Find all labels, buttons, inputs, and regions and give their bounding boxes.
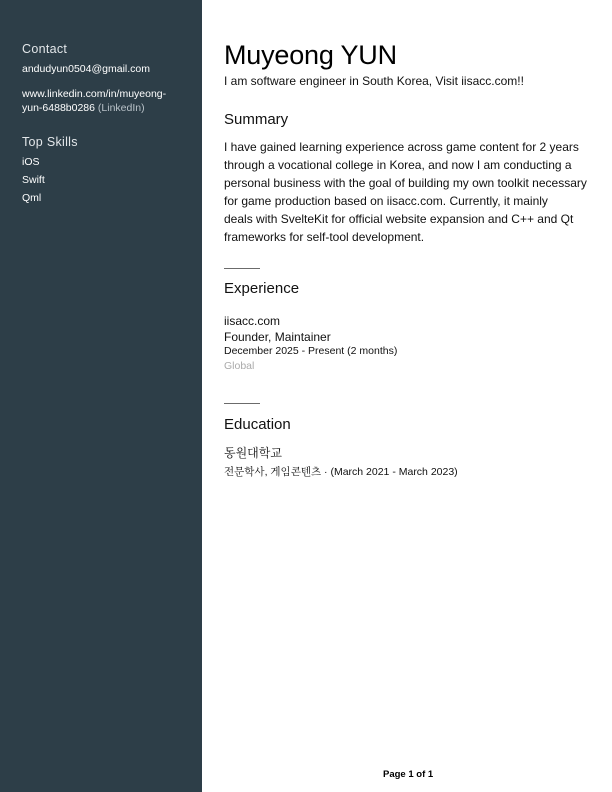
summary-line: I have gained learning experience across game content for 2 years xyxy=(224,140,579,154)
top-skills-heading: Top Skills xyxy=(22,135,78,149)
summary-line: deals with SvelteKit for official website expansion and C++ and Qt xyxy=(224,212,574,226)
experience-location: Global xyxy=(224,360,255,372)
summary-heading: Summary xyxy=(224,111,289,128)
summary-line: frameworks for self-tool development. xyxy=(224,230,425,244)
section-divider xyxy=(224,268,260,269)
linkedin-label: (LinkedIn) xyxy=(97,101,145,114)
education-school: 동원대학교 xyxy=(224,446,282,460)
experience-heading: Experience xyxy=(224,280,300,297)
summary-line: personal business with the goal of building my own toolkit necessary xyxy=(224,176,587,190)
linkedin-url-line2: yun-6488b0286 xyxy=(22,101,95,114)
skill-item: Swift xyxy=(22,174,45,186)
page-number: Page 1 of 1 xyxy=(383,769,434,780)
education-degree: 전문학사, 게임콘텐츠 · (March 2021 - March 2023) xyxy=(224,466,458,478)
skill-item: iOS xyxy=(22,156,40,168)
main-content xyxy=(224,0,594,792)
experience-dates: December 2025 - Present (2 months) xyxy=(224,345,398,357)
education-heading: Education xyxy=(224,416,291,433)
contact-heading: Contact xyxy=(22,42,68,56)
tagline: I am software engineer in South Korea, Visit iisacc.com!! xyxy=(224,74,524,88)
email-link[interactable]: andudyun0504@gmail.com xyxy=(22,63,150,75)
sidebar xyxy=(0,0,202,792)
skill-item: Qml xyxy=(22,192,42,204)
person-name: Muyeong YUN xyxy=(224,40,397,70)
section-divider xyxy=(224,403,260,404)
linkedin-link[interactable] xyxy=(22,88,187,115)
summary-text xyxy=(224,138,588,246)
summary-line: for game production based on iisacc.com. Currently, it mainly xyxy=(224,194,548,208)
experience-role: Founder, Maintainer xyxy=(224,330,331,344)
summary-line: through a vocational college in Korea, and now I am conducting a xyxy=(224,158,572,172)
linkedin-url-line1: www.linkedin.com/in/muyeong- xyxy=(22,88,167,100)
experience-company: iisacc.com xyxy=(224,314,281,328)
